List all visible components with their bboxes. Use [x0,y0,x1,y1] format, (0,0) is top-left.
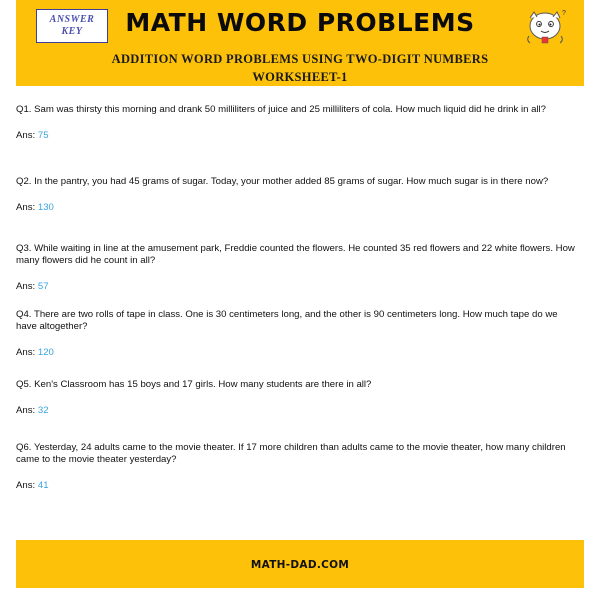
answer-label: Ans: [16,405,36,416]
question-text: Q2. In the pantry, you had 45 grams of sugar. Today, your mother added 85 grams of sugar. How much sugar is in there now? [16,176,549,187]
subtitle-line2: WORKSHEET-1 [252,70,348,84]
answer-value: 75 [37,130,49,141]
answer-key-line2: KEY [61,26,83,37]
answer-label: Ans: [16,347,36,358]
question-text: Q4. There are two rolls of tape in class. One is 30 centimeters long, and the other is 90 centimeters long. How much tape do we have altogether? [16,309,558,332]
answer-value: 32 [37,405,49,416]
answer-value: 41 [37,480,49,491]
header-banner [16,0,584,86]
answer-label: Ans: [16,202,36,213]
answer-value: 120 [37,347,54,358]
answer-line [16,480,580,492]
answer-line [16,202,580,214]
subtitle [16,50,584,86]
cartoon-character-icon [522,6,568,46]
question-text: Q1. Sam was thirsty this morning and drank 50 milliliters of juice and 25 milliliters of cola. How much liquid did he drink in all? [16,104,547,115]
question-item [16,442,580,492]
site-name: MATH-DAD.COM [250,559,350,571]
answer-line [16,347,580,359]
subtitle-line1: ADDITION WORD PROBLEMS USING TWO-DIGIT NUMBERS [111,52,489,66]
svg-text:?: ? [562,10,566,17]
answer-line [16,130,580,142]
answer-value: 130 [37,202,54,213]
answer-label: Ans: [16,281,36,292]
footer-banner [16,540,584,588]
answer-key-line1: ANSWER [49,14,95,25]
answer-line [16,281,580,293]
question-text: Q3. While waiting in line at the amusement park, Freddie counted the flowers. He counted 35 red flowers and 22 white flowers. How many flowers did he count in all? [16,243,575,266]
answer-label: Ans: [16,480,36,491]
question-text: Q5. Ken's Classroom has 15 boys and 17 girls. How many students are there in all? [16,379,372,390]
question-item [16,176,580,214]
question-item [16,309,580,359]
page-title: MATH WORD PROBLEMS [125,8,475,37]
answer-line [16,405,580,417]
question-item [16,104,580,142]
answer-value: 57 [37,281,49,292]
question-item [16,243,580,293]
answer-label: Ans: [16,130,36,141]
question-item [16,379,580,417]
question-text: Q6. Yesterday, 24 adults came to the movie theater. If 17 more children than adults came to the movie theater, how many children came to the movie theater yesterday? [16,442,566,465]
